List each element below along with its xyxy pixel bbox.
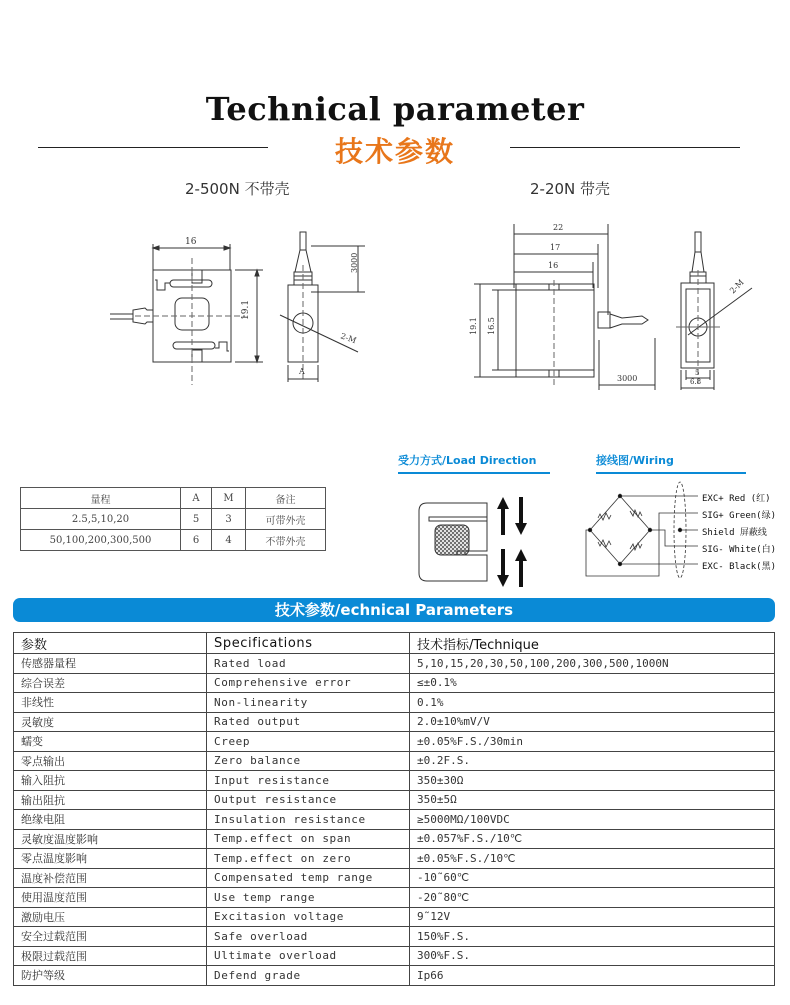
param-cell: 零点温度影响 bbox=[14, 849, 207, 869]
spec-table-row bbox=[14, 654, 775, 674]
param-cell: 非线性 bbox=[14, 693, 207, 713]
arrow-down-icon bbox=[515, 497, 527, 535]
load-direction-diagram bbox=[415, 495, 540, 590]
value-cell: ±0.05%F.S./10℃ bbox=[410, 849, 775, 869]
range-table-row bbox=[21, 530, 326, 551]
spec-cell: Insulation resistance bbox=[207, 810, 410, 830]
wire-label-exc-plus: EXC+ Red (红) bbox=[702, 494, 771, 504]
wiring-underline bbox=[596, 472, 746, 474]
spec-cell: Temp.effect on span bbox=[207, 829, 410, 849]
range-table-header bbox=[21, 488, 326, 509]
param-cell: 防护等级 bbox=[14, 966, 207, 986]
spec-table-row bbox=[14, 673, 775, 693]
dim-width: 16 bbox=[185, 237, 197, 247]
spec-table-row bbox=[14, 712, 775, 732]
dim-thickness: A bbox=[299, 367, 305, 376]
arrow-up-icon bbox=[497, 497, 509, 535]
range-table-row bbox=[21, 509, 326, 530]
value-cell: 350±5Ω bbox=[410, 790, 775, 810]
m-col-header: M bbox=[212, 488, 246, 509]
wire-label-sig-plus: SIG+ Green(绿) bbox=[702, 511, 777, 521]
value-cell: 5,10,15,20,30,50,100,200,300,500,1000N bbox=[410, 654, 775, 674]
spec-cell: Creep bbox=[207, 732, 410, 752]
spec-table-row bbox=[14, 907, 775, 927]
load-direction-underline bbox=[398, 472, 550, 474]
spec-cell: Compensated temp range bbox=[207, 868, 410, 888]
value-cell: -10˜60℃ bbox=[410, 868, 775, 888]
svg-text:6.8: 6.8 bbox=[690, 378, 702, 386]
spec-table-row bbox=[14, 888, 775, 908]
svg-text:16.5: 16.5 bbox=[487, 317, 496, 335]
spec-table-row bbox=[14, 868, 775, 888]
value-cell: 150%F.S. bbox=[410, 927, 775, 947]
arrow-down-icon bbox=[497, 549, 509, 587]
value-cell: Ip66 bbox=[410, 966, 775, 986]
param-cell: 灵敏度温度影响 bbox=[14, 829, 207, 849]
spec-cell: Safe overload bbox=[207, 927, 410, 947]
range-col-header: 量程 bbox=[21, 488, 181, 509]
a-col-header: A bbox=[181, 488, 212, 509]
spec-cell: Rated output bbox=[207, 712, 410, 732]
drawing-500n bbox=[95, 220, 385, 390]
value-cell: ±0.2F.S. bbox=[410, 751, 775, 771]
spec-banner: 技术参数/echnical Parameters bbox=[13, 598, 775, 622]
svg-text:22: 22 bbox=[553, 223, 564, 232]
param-cell: 蠕变 bbox=[14, 732, 207, 752]
spec-table-row bbox=[14, 693, 775, 713]
spec-cell: Use temp range bbox=[207, 888, 410, 908]
wire-label-exc-minus: EXC- Black(黑) bbox=[702, 562, 777, 572]
spec-cell: Comprehensive error bbox=[207, 673, 410, 693]
wire-label-sig-minus: SIG- White(白) bbox=[702, 545, 777, 555]
range-table bbox=[20, 487, 326, 551]
param-cell: 综合误差 bbox=[14, 673, 207, 693]
value-cell: 350±30Ω bbox=[410, 771, 775, 791]
value-cell: ±0.057%F.S./10℃ bbox=[410, 829, 775, 849]
param-cell: 激励电压 bbox=[14, 907, 207, 927]
svg-text:19.1: 19.1 bbox=[469, 317, 478, 335]
spec-table-row bbox=[14, 829, 775, 849]
spec-table-row bbox=[14, 810, 775, 830]
page-title-zh: 技术参数 bbox=[334, 135, 455, 168]
spec-col-header: Specifications bbox=[207, 633, 410, 654]
param-col-header: 参数 bbox=[14, 633, 207, 654]
wire-label-shield: Shield 屏蔽线 bbox=[702, 528, 767, 538]
param-cell: 绝缘电阻 bbox=[14, 810, 207, 830]
param-cell: 温度补偿范围 bbox=[14, 868, 207, 888]
variant-label-500n: 2-500N 不带壳 bbox=[185, 180, 290, 198]
spec-table-row bbox=[14, 732, 775, 752]
param-cell: 极限过载范围 bbox=[14, 946, 207, 966]
remark-cell: 可带外壳 bbox=[246, 509, 326, 530]
spec-cell: Ultimate overload bbox=[207, 946, 410, 966]
svg-text:2-M: 2-M bbox=[728, 277, 746, 296]
spec-cell: Input resistance bbox=[207, 771, 410, 791]
spec-cell: Zero balance bbox=[207, 751, 410, 771]
param-cell: 传感器量程 bbox=[14, 654, 207, 674]
value-cell: 300%F.S. bbox=[410, 946, 775, 966]
spec-table-row bbox=[14, 771, 775, 791]
param-cell: 使用温度范围 bbox=[14, 888, 207, 908]
spec-table-row bbox=[14, 946, 775, 966]
param-cell: 零点输出 bbox=[14, 751, 207, 771]
m-cell: 3 bbox=[212, 509, 246, 530]
spec-table-row bbox=[14, 927, 775, 947]
dim-height: 19.1 bbox=[241, 299, 251, 320]
rule-right bbox=[510, 147, 740, 148]
spec-table-row bbox=[14, 966, 775, 986]
value-cell: 2.0±10%mV/V bbox=[410, 712, 775, 732]
value-cell: 0.1% bbox=[410, 693, 775, 713]
dim-hole: 2-M bbox=[339, 331, 358, 346]
load-direction-heading: 受力方式/Load Direction bbox=[398, 454, 537, 467]
drawing-20n bbox=[462, 210, 782, 390]
value-cell: -20˜80℃ bbox=[410, 888, 775, 908]
param-cell: 输出阻抗 bbox=[14, 790, 207, 810]
spec-cell: Output resistance bbox=[207, 790, 410, 810]
spec-cell: Rated load bbox=[207, 654, 410, 674]
range-cell: 50,100,200,300,500 bbox=[21, 530, 181, 551]
spec-table bbox=[13, 632, 775, 986]
m-cell: 4 bbox=[212, 530, 246, 551]
param-cell: 安全过载范围 bbox=[14, 927, 207, 947]
technique-col-header: 技术指标/Technique bbox=[410, 633, 775, 654]
svg-text:16: 16 bbox=[548, 261, 559, 270]
param-cell: 灵敏度 bbox=[14, 712, 207, 732]
spec-table-header bbox=[14, 633, 775, 654]
value-cell: ≥5000MΩ/100VDC bbox=[410, 810, 775, 830]
spec-cell: Temp.effect on zero bbox=[207, 849, 410, 869]
svg-text:5: 5 bbox=[695, 369, 700, 377]
spec-cell: Non-linearity bbox=[207, 693, 410, 713]
spec-table-row bbox=[14, 790, 775, 810]
param-cell: 输入阻抗 bbox=[14, 771, 207, 791]
spec-table-row bbox=[14, 849, 775, 869]
dim-cable: 3000 bbox=[350, 252, 359, 273]
range-cell: 2.5,5,10,20 bbox=[21, 509, 181, 530]
arrow-up-icon bbox=[515, 549, 527, 587]
remark-col-header: 备注 bbox=[246, 488, 326, 509]
a-cell: 6 bbox=[181, 530, 212, 551]
value-cell: ≤±0.1% bbox=[410, 673, 775, 693]
wiring-heading: 接线图/Wiring bbox=[596, 454, 674, 467]
value-cell: ±0.05%F.S./30min bbox=[410, 732, 775, 752]
variant-label-20n: 2-20N 带壳 bbox=[530, 180, 611, 198]
svg-text:17: 17 bbox=[550, 243, 561, 252]
wiring-diagram bbox=[580, 478, 710, 578]
page-title-en: Technical parameter bbox=[205, 90, 585, 128]
remark-cell: 不带外壳 bbox=[246, 530, 326, 551]
spec-cell: Excitasion voltage bbox=[207, 907, 410, 927]
a-cell: 5 bbox=[181, 509, 212, 530]
spec-table-row bbox=[14, 751, 775, 771]
svg-text:3000: 3000 bbox=[617, 374, 638, 383]
spec-cell: Defend grade bbox=[207, 966, 410, 986]
value-cell: 9˜12V bbox=[410, 907, 775, 927]
